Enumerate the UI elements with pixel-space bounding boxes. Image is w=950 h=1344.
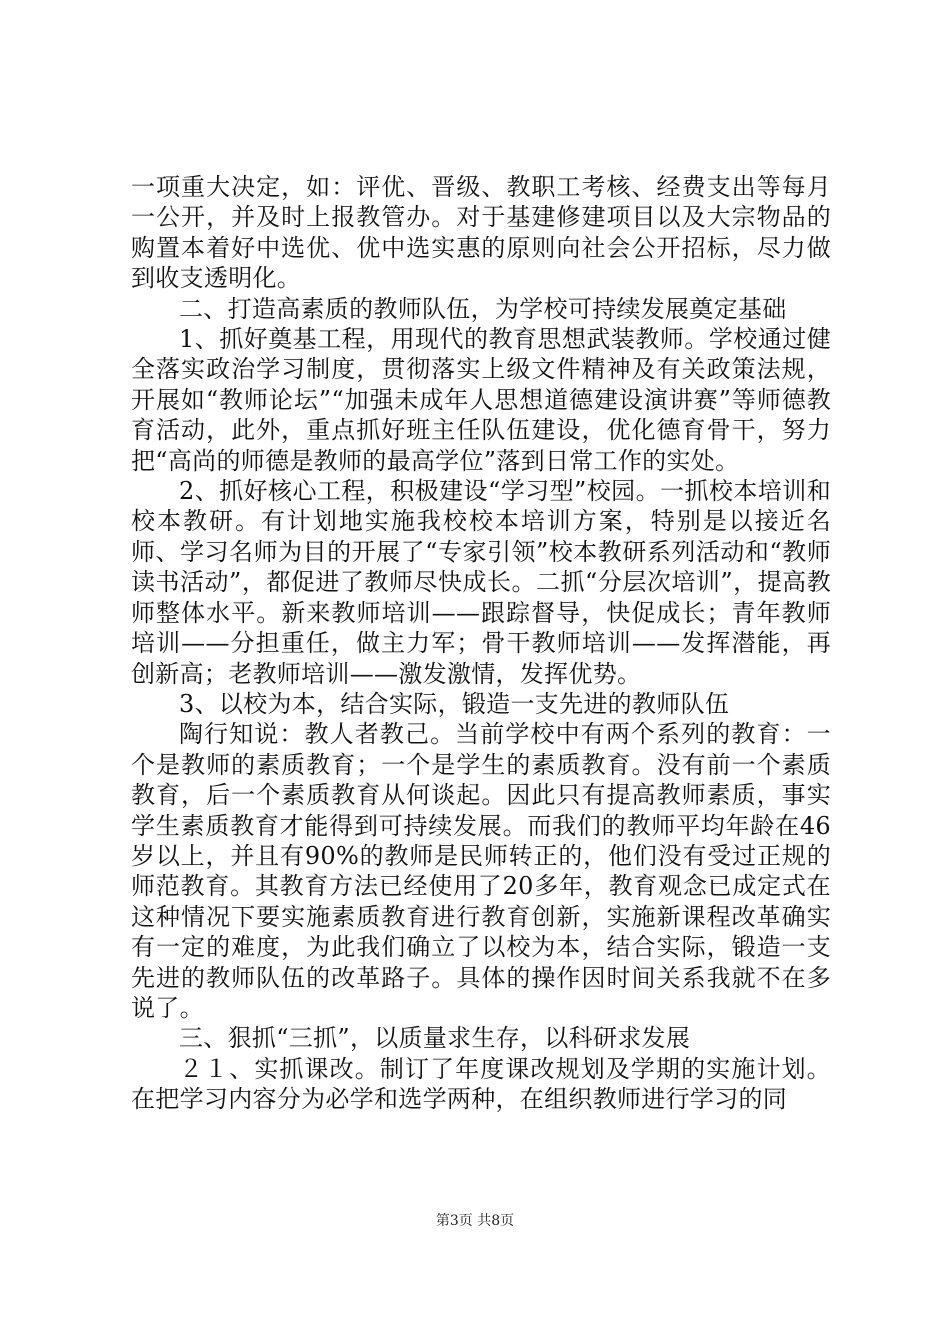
paragraph: ２１、实抓课改。制订了年度课改规划及学期的实施计划。在把学习内容分为必学和选学两种，在组织教师进行学习的同 xyxy=(131,1054,831,1114)
paragraph: 陶行知说：教人者教己。当前学校中有两个系列的教育：一个是教师的素质教育；一个是学生的素质教育。没有前一个素质教育，后一个素质教育从何谈起。因此只有提高教师素质，事实学生素质教育才能得到可持续发展。而我们的教师平均年龄在46岁以上，并且有90%的教师是民师转正的，他们没有受过正规的师范教育。其教育方法已经使用了20多年，教育观念已成定式在这种情况下要实施素质教育进行教育创新，实施新课程改革确实有一定的难度，为此我们确立了以校为本，结合实际，锻造一支先进的教师队伍的改革路子。具体的操作因时间关系我就不在多说了。 xyxy=(131,720,831,1022)
section-heading: 三、狠抓“三抓”，以质量求生存，以科研求发展 xyxy=(179,1024,691,1053)
paragraph: 2、抓好核心工程，积极建设“学习型”校园。一抓校本培训和校本教研。有计划地实施我校校本培训方案，特别是以接近名师、学习名师为目的开展了“专家引领”校本教研系列活动和“教师读书活动”，都促进了教师尽快成长。二抓“分层次培训”，提高教师整体水平。新来教师培训——跟踪督导，快促成长；青年教师培训——分担重任，做主力军；骨干教师培训——发挥潜能，再创新高；老教师培训——激发激情，发挥优势。 xyxy=(131,477,831,688)
section-heading: 二、打造高素质的教师队伍，为学校可持续发展奠定基础 xyxy=(179,294,787,323)
page-footer: 第3页 共8页 xyxy=(435,1213,515,1229)
paragraph: 一项重大决定，如：评优、晋级、教职工考核、经费支出等每月一公开，并及时上报教管办。对于基建修建项目以及大宗物品的购置本着好中选优、优中选实惠的原则向社会公开招标，尽力做到收支透明化。 xyxy=(131,173,831,293)
document-body xyxy=(131,172,831,1115)
paragraph: 1、抓好奠基工程，用现代的教育思想武装教师。学校通过健全落实政治学习制度，贯彻落实上级文件精神及有关政策法规，开展如“教师论坛”“加强未成年人思想道德建设演讲赛”等师德教育活动，此外，重点抓好班主任队伍建设，优化德育骨干，努力把“高尚的师德是教师的最高学位”落到日常工作的实处。 xyxy=(131,325,831,475)
subsection-heading: 3、以校为本，结合实际，锻造一支先进的教师队伍 xyxy=(179,689,730,718)
